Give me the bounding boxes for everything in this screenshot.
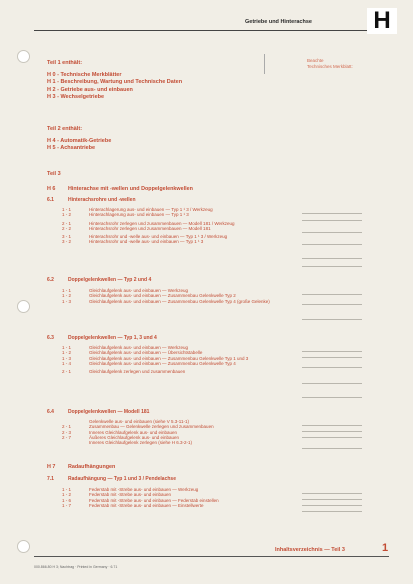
fill-line	[302, 244, 362, 245]
toc-entry[interactable]: 1 - 1 Gleichlaufgelenk aus- und einbauen — Werkzeug	[62, 345, 188, 350]
entries-6-1	[62, 207, 297, 245]
punch-hole	[17, 300, 30, 313]
fill-line	[302, 431, 362, 432]
toc-entry[interactable]: 1 - 1 Hinterachlagerung aus- und einbauen — Typ 1 ¹ 3 / Werkzeug	[62, 207, 213, 212]
toc-entry[interactable]: 1 - 4 Gleichlaufgelenk aus- und einbauen — Zusammenbau Gelenkwelle Typ 4	[62, 360, 236, 366]
teil1-block	[47, 60, 182, 100]
subsection-number: 6.1	[47, 197, 54, 203]
fill-line	[302, 357, 362, 358]
section-number: H 6	[47, 186, 56, 192]
toc-entry[interactable]: 3 - 2 Hinterachsrohr und -welle aus- und einbauen — Typ 1 ¹ 3	[62, 239, 204, 245]
fill-line	[302, 213, 362, 214]
print-info: 000.866.80 H 3; Nachtrag · Printed in Germany · 6.71	[34, 565, 118, 569]
teil2-line: H 4 - Automatik-Getriebe	[47, 137, 112, 144]
teil2-line: H 5 - Achsantriebe	[47, 145, 96, 151]
fill-line	[302, 220, 362, 221]
fill-line	[302, 499, 362, 500]
teil2-block	[47, 126, 111, 151]
entries-6-4	[62, 419, 297, 445]
subsection-number: 7.1	[47, 476, 54, 482]
teil1-line: H 2 - Getriebe aus- und einbauen	[47, 86, 133, 93]
toc-entry[interactable]: 1 - 3 Gleichlaufgelenk aus- und einbauen — Zusammenbau Gelenkwelle Typ 1 und 3	[62, 355, 249, 361]
subsection-number: 6.2	[47, 277, 54, 283]
entries-6-2	[62, 288, 297, 304]
punch-hole	[17, 540, 30, 553]
toc-entry[interactable]: 1 - 2 Gleichlaufgelenk aus- und einbauen — Zusammenbau Gelenkwelle Typ 2	[62, 293, 236, 299]
toc-entry[interactable]: 2 - 2 Hinterachsrohr zerlegen und zusammenbauen — Modell 181	[62, 225, 211, 231]
teil1-title: Teil 1 enthält:	[47, 60, 83, 66]
subsection-heading-6-3	[47, 335, 157, 341]
entries-6-3	[62, 345, 297, 374]
entries-7-1	[62, 487, 297, 508]
section-heading-h6	[47, 186, 193, 192]
toc-entry[interactable]: 2 - 1 Hinterachsrohr zerlegen und zusammenbauen — Modell 181 / Werkzeug	[62, 220, 235, 226]
section-number: H 7	[47, 464, 56, 470]
subsection-heading-6-4	[47, 409, 149, 415]
fill-line	[302, 367, 362, 368]
section-title: Radaufhängungen	[68, 464, 116, 470]
side-note	[307, 58, 353, 69]
teil1-line: H 3 - Wechselgetriebe	[47, 94, 105, 100]
fill-line	[302, 304, 362, 305]
section-title: Hinterachse mit -wellen und Doppelgelenkwellen	[68, 186, 193, 192]
toc-entry[interactable]: 1 - 2 Gleichlaufgelenk aus- und einbauen — Übersichtstabelle	[62, 350, 203, 356]
toc-entry[interactable]: 1 - 2 Hinterachlagerung aus- und einbauen — Typ 1 ¹ 3	[62, 212, 189, 218]
toc-entry[interactable]: 1 - 1 Gleichlaufgelenk aus- und einbauen — Werkzeug	[62, 288, 188, 293]
toc-entry[interactable]: Inneres Gleichlaufgelenk zerlegen (siehe H 6.3-2-1)	[89, 440, 193, 446]
fill-line	[302, 266, 362, 267]
section-letter-box: H	[367, 8, 397, 34]
toc-entry[interactable]: 2 - 7 Äußeres Gleichlaufgelenk aus- und einbauen	[62, 434, 180, 440]
subsection-title: Radaufhängung — Typ 1 und 3 / Pendelachse	[68, 476, 176, 482]
toc-entry[interactable]: Gelenkwelle aus- und einbauen (siehe V 5.3-11-1)	[89, 419, 189, 424]
punch-hole	[17, 50, 30, 63]
fill-line	[302, 425, 362, 426]
toc-entry[interactable]: 2 - 3 Inneres Gleichlaufgelenk aus- und einbauen	[62, 429, 178, 435]
teil1-line: H 0 - Technische Merkblätter	[47, 71, 122, 78]
subsection-title: Hinterachsrohre und -wellen	[68, 197, 136, 203]
subsection-title: Doppelgelenkwellen — Typ 1, 3 und 4	[68, 335, 157, 341]
toc-entry[interactable]: 2 - 1 Gleichlaufgelenk zerlegen und zusammenbauen	[62, 369, 186, 375]
fill-line	[302, 511, 362, 512]
side-note-line: Technisches Merkblatt:	[307, 63, 353, 69]
section-heading-h7	[47, 464, 115, 470]
fill-line	[302, 448, 362, 449]
toc-entry[interactable]: 1 - 3 Gleichlaufgelenk aus- und einbauen — Zusammenbau Gelenkwelle Typ 4 (große Gelenke)	[62, 298, 270, 304]
teil1-line: H 1 - Beschreibung, Wartung und Technische Daten	[47, 79, 183, 85]
teil2-title: Teil 2 enthält:	[47, 126, 83, 132]
subsection-number: 6.3	[47, 335, 54, 341]
subsection-number: 6.4	[47, 409, 54, 415]
subsection-heading-6-1	[47, 197, 136, 203]
footer-title: Inhaltsverzeichnis — Teil 3	[275, 547, 345, 553]
subsection-heading-7-1	[47, 476, 176, 482]
toc-entry[interactable]: 1 - 1 Federstab mit -Strebe aus- und einbauen — Werkzeug	[62, 487, 199, 492]
toc-entry[interactable]: 2 - 1 Zusammenbau — Gelenkwelle zerlegen und zusammenbauen	[62, 424, 214, 430]
toc-entry[interactable]: 1 - 6 Federstab mit -Strebe aus- und einbauen — Federstab einstellen	[62, 497, 219, 503]
fill-line	[302, 383, 362, 384]
subsection-heading-6-2	[47, 277, 151, 283]
subsection-title: Doppelgelenkwellen — Modell 181	[68, 409, 150, 415]
margin-divider	[264, 54, 265, 74]
toc-entry[interactable]: 1 - 2 Federstab mit -Strebe aus- und einbauen	[62, 492, 172, 498]
toc-entry[interactable]: 1 - 7 Federstab mit -Strebe aus- und einbauen — Einstellwerte	[62, 502, 204, 508]
subsection-title: Doppelgelenkwellen — Typ 2 und 4	[68, 277, 152, 283]
header-title: Getriebe und Hinterachse	[245, 19, 312, 25]
footer-rule	[34, 556, 389, 557]
fill-line	[302, 294, 362, 295]
fill-line	[302, 351, 362, 352]
fill-line	[302, 397, 362, 398]
fill-line	[302, 258, 362, 259]
fill-line	[302, 505, 362, 506]
teil3-title: Teil 3	[47, 171, 61, 177]
fill-line	[302, 319, 362, 320]
toc-entry[interactable]: 3 - 1 Hinterachsrohr und -welle aus- und einbauen — Typ 1 ¹ 3 / Werkzeug	[62, 234, 228, 240]
header-rule	[34, 30, 367, 31]
page-number: 1	[382, 542, 389, 554]
fill-line	[302, 493, 362, 494]
fill-line	[302, 232, 362, 233]
fill-line	[302, 437, 362, 438]
side-note-line: Beachte	[307, 58, 324, 63]
